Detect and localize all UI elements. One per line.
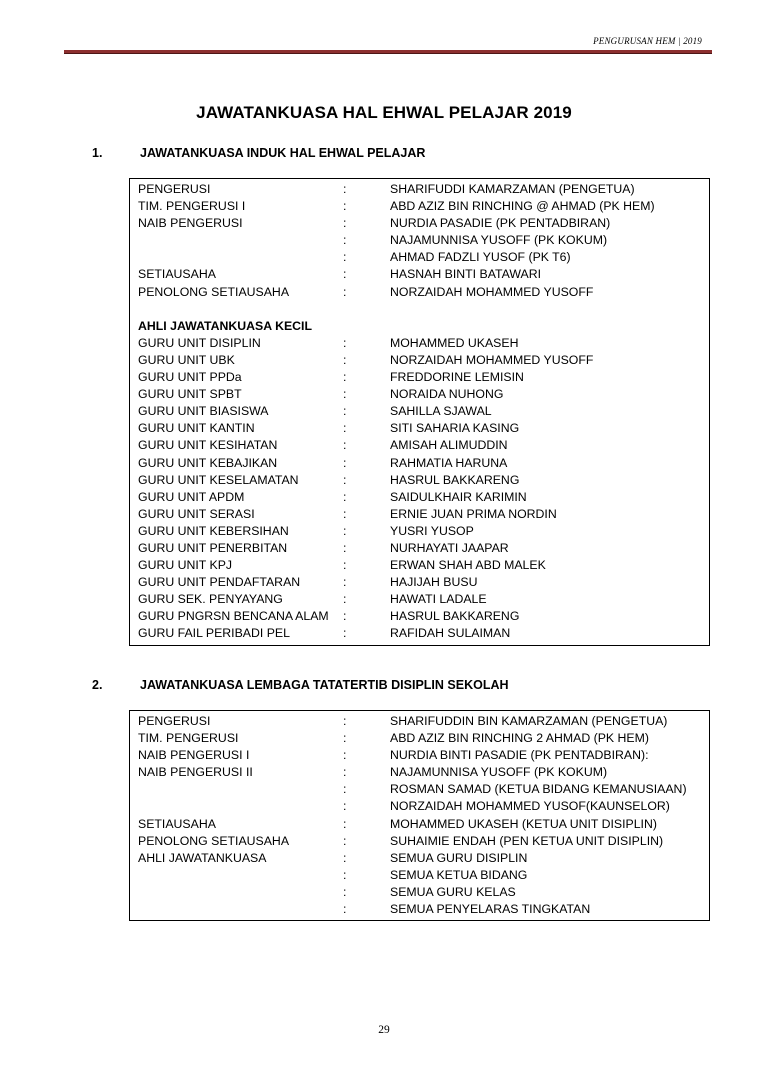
role-cell: NAIB PENGERUSI II xyxy=(138,765,253,780)
role-cell: PENOLONG SETIAUSAHA xyxy=(138,833,290,848)
table-row xyxy=(130,437,709,454)
table-row xyxy=(130,867,709,884)
role-cell: GURU UNIT KPJ xyxy=(138,558,233,573)
name-cell: SITI SAHARIA KASING xyxy=(390,421,520,436)
colon-cell: : xyxy=(343,284,347,299)
role-cell: GURU UNIT APDM xyxy=(138,489,245,504)
colon-cell: : xyxy=(343,782,347,797)
name-cell: NORZAIDAH MOHAMMED YUSOFF xyxy=(390,352,594,367)
colon-cell: : xyxy=(343,250,347,265)
colon-cell: : xyxy=(343,216,347,231)
table-row xyxy=(130,798,709,815)
name-cell: MOHAMMED UKASEH (KETUA UNIT DISIPLIN) xyxy=(390,816,657,831)
table-row xyxy=(130,523,709,540)
role-cell: AHLI JAWATANKUASA xyxy=(138,850,267,865)
role-cell: SETIAUSAHA xyxy=(138,816,216,831)
colon-cell: : xyxy=(343,884,347,899)
role-cell: TIM. PENGERUSI I xyxy=(138,199,246,214)
table-row xyxy=(130,816,709,833)
table-row xyxy=(130,472,709,489)
name-cell: HASRUL BAKKARENG xyxy=(390,609,520,624)
colon-cell: : xyxy=(343,404,347,419)
running-header: PENGURUSAN HEM | 2019 xyxy=(593,36,702,46)
colon-cell: : xyxy=(343,850,347,865)
role-cell: NAIB PENGERUSI I xyxy=(138,748,250,763)
role-cell: GURU UNIT PPDa xyxy=(138,370,242,385)
colon-cell: : xyxy=(343,833,347,848)
colon-cell: : xyxy=(343,575,347,590)
section-number: 1. xyxy=(92,146,103,160)
role-cell: GURU PNGRSN BENCANA ALAM xyxy=(138,609,329,624)
name-cell: SHARIFUDDIN BIN KAMARZAMAN (PENGETUA) xyxy=(390,714,668,728)
table-row xyxy=(130,266,709,283)
name-cell: RAFIDAH SULAIMAN xyxy=(390,626,511,641)
role-cell: GURU UNIT KEBAJIKAN xyxy=(138,455,278,470)
name-cell: NORZAIDAH MOHAMMED YUSOF(KAUNSELOR) xyxy=(390,799,670,814)
table-row xyxy=(130,284,709,301)
role-cell: GURU UNIT KEBERSIHAN xyxy=(138,523,289,538)
colon-cell: : xyxy=(343,558,347,573)
table-row xyxy=(130,747,709,764)
table-row xyxy=(130,181,709,198)
section-title: JAWATANKUASA INDUK HAL EHWAL PELAJAR xyxy=(140,146,426,160)
colon-cell: : xyxy=(343,370,347,385)
table-row xyxy=(130,850,709,867)
name-cell: MOHAMMED UKASEH xyxy=(390,335,519,350)
colon-cell: : xyxy=(343,421,347,436)
colon-cell: : xyxy=(343,352,347,367)
name-cell: HASNAH BINTI BATAWARI xyxy=(390,267,541,282)
table-row xyxy=(130,420,709,437)
name-cell: SHARIFUDDI KAMARZAMAN (PENGETUA) xyxy=(390,182,635,196)
role-cell: GURU SEK. PENYAYANG xyxy=(138,592,283,607)
colon-cell: : xyxy=(343,540,347,555)
table-row xyxy=(130,369,709,386)
name-cell: ABD AZIZ BIN RINCHING 2 AHMAD (PK HEM) xyxy=(390,731,649,746)
role-cell: PENGERUSI xyxy=(138,714,211,728)
name-cell: HASRUL BAKKARENG xyxy=(390,472,520,487)
header-rule xyxy=(64,50,712,54)
name-cell: SEMUA GURU DISIPLIN xyxy=(390,850,528,865)
table-row xyxy=(130,713,709,730)
table-row xyxy=(130,781,709,798)
name-cell: AHMAD FADZLI YUSOF (PK T6) xyxy=(390,250,571,265)
role-cell: GURU UNIT KESIHATAN xyxy=(138,438,278,453)
table-row xyxy=(130,215,709,232)
section-2-heading xyxy=(92,677,509,693)
committee-table-induk xyxy=(129,178,710,646)
role-cell: GURU UNIT BIASISWA xyxy=(138,404,269,419)
role-cell: AHLI JAWATANKUASA KECIL xyxy=(138,318,312,333)
table-row xyxy=(130,489,709,506)
colon-cell: : xyxy=(343,799,347,814)
colon-cell: : xyxy=(343,609,347,624)
table-row xyxy=(130,232,709,249)
name-cell: YUSRI YUSOP xyxy=(390,523,474,538)
section-title: JAWATANKUASA LEMBAGA TATATERTIB DISIPLIN SEKOLAH xyxy=(140,678,509,692)
name-cell: HAWATI LADALE xyxy=(390,592,487,607)
role-cell: GURU UNIT SERASI xyxy=(138,506,255,521)
colon-cell: : xyxy=(343,387,347,402)
role-cell: GURU UNIT KANTIN xyxy=(138,421,255,436)
table-row xyxy=(130,506,709,523)
name-cell: SAIDULKHAIR KARIMIN xyxy=(390,489,527,504)
name-cell: NURDIA BINTI PASADIE (PK PENTADBIRAN): xyxy=(390,748,649,763)
colon-cell: : xyxy=(343,626,347,641)
colon-cell: : xyxy=(343,902,347,917)
colon-cell: : xyxy=(343,233,347,248)
name-cell: ROSMAN SAMAD (KETUA BIDANG KEMANUSIAAN) xyxy=(390,782,687,797)
colon-cell: : xyxy=(343,592,347,607)
table-row xyxy=(130,574,709,591)
name-cell: FREDDORINE LEMISIN xyxy=(390,370,524,385)
section-1-heading xyxy=(92,145,425,161)
table-row xyxy=(130,198,709,215)
role-cell: PENGERUSI xyxy=(138,182,211,196)
table-row xyxy=(130,557,709,574)
colon-cell: : xyxy=(343,816,347,831)
name-cell: SEMUA KETUA BIDANG xyxy=(390,867,528,882)
role-cell: GURU UNIT KESELAMATAN xyxy=(138,472,299,487)
table-row xyxy=(130,301,709,318)
role-cell: GURU FAIL PERIBADI PEL xyxy=(138,626,290,641)
table-row xyxy=(130,403,709,420)
name-cell: NAJAMUNNISA YUSOFF (PK KOKUM) xyxy=(390,233,608,248)
page-number: 29 xyxy=(378,1024,390,1036)
colon-cell: : xyxy=(343,765,347,780)
committee-table-disiplin xyxy=(129,710,710,921)
table-row xyxy=(130,335,709,352)
name-cell: NORAIDA NUHONG xyxy=(390,387,504,402)
role-cell: TIM. PENGERUSI xyxy=(138,731,239,746)
name-cell: ERNIE JUAN PRIMA NORDIN xyxy=(390,506,557,521)
table-row xyxy=(130,608,709,625)
table-row xyxy=(130,730,709,747)
section-number: 2. xyxy=(92,678,103,692)
table-row xyxy=(130,764,709,781)
colon-cell: : xyxy=(343,455,347,470)
name-cell: AMISAH ALIMUDDIN xyxy=(390,438,508,453)
name-cell: RAHMATIA HARUNA xyxy=(390,455,508,470)
table-row xyxy=(130,386,709,403)
role-cell: GURU UNIT DISIPLIN xyxy=(138,335,261,350)
colon-cell: : xyxy=(343,867,347,882)
name-cell: SAHILLA SJAWAL xyxy=(390,404,492,419)
table-row xyxy=(130,455,709,472)
name-cell: NORZAIDAH MOHAMMED YUSOFF xyxy=(390,284,594,299)
colon-cell: : xyxy=(343,335,347,350)
colon-cell: : xyxy=(343,182,347,196)
colon-cell: : xyxy=(343,506,347,521)
colon-cell: : xyxy=(343,489,347,504)
colon-cell: : xyxy=(343,472,347,487)
colon-cell: : xyxy=(343,438,347,453)
table-row xyxy=(130,540,709,557)
role-cell: GURU UNIT SPBT xyxy=(138,387,242,402)
colon-cell: : xyxy=(343,748,347,763)
colon-cell: : xyxy=(343,714,347,728)
role-cell: NAIB PENGERUSI xyxy=(138,216,243,231)
document-title: JAWATANKUASA HAL EHWAL PELAJAR 2019 xyxy=(196,103,572,122)
name-cell: HAJIJAH BUSU xyxy=(390,575,478,590)
table-row xyxy=(130,625,709,642)
colon-cell: : xyxy=(343,731,347,746)
table-row xyxy=(130,352,709,369)
colon-cell: : xyxy=(343,267,347,282)
table-row xyxy=(130,249,709,266)
name-cell: NAJAMUNNISA YUSOFF (PK KOKUM) xyxy=(390,765,608,780)
role-cell: GURU UNIT UBK xyxy=(138,352,235,367)
name-cell: ABD AZIZ BIN RINCHING @ AHMAD (PK HEM) xyxy=(390,199,655,214)
name-cell: NURHAYATI JAAPAR xyxy=(390,540,509,555)
name-cell: NURDIA PASADIE (PK PENTADBIRAN) xyxy=(390,216,611,231)
name-cell: SEMUA PENYELARAS TINGKATAN xyxy=(390,902,591,917)
role-cell: PENOLONG SETIAUSAHA xyxy=(138,284,290,299)
role-cell: GURU UNIT PENDAFTARAN xyxy=(138,575,301,590)
table-row xyxy=(130,591,709,608)
table-subheading-row xyxy=(130,318,709,335)
table-row xyxy=(130,884,709,901)
colon-cell: : xyxy=(343,523,347,538)
name-cell: SEMUA GURU KELAS xyxy=(390,884,516,899)
name-cell: ERWAN SHAH ABD MALEK xyxy=(390,558,546,573)
table-row xyxy=(130,901,709,918)
colon-cell: : xyxy=(343,199,347,214)
table-row xyxy=(130,833,709,850)
name-cell: SUHAIMIE ENDAH (PEN KETUA UNIT DISIPLIN) xyxy=(390,833,664,848)
role-cell: SETIAUSAHA xyxy=(138,267,216,282)
role-cell: GURU UNIT PENERBITAN xyxy=(138,540,288,555)
